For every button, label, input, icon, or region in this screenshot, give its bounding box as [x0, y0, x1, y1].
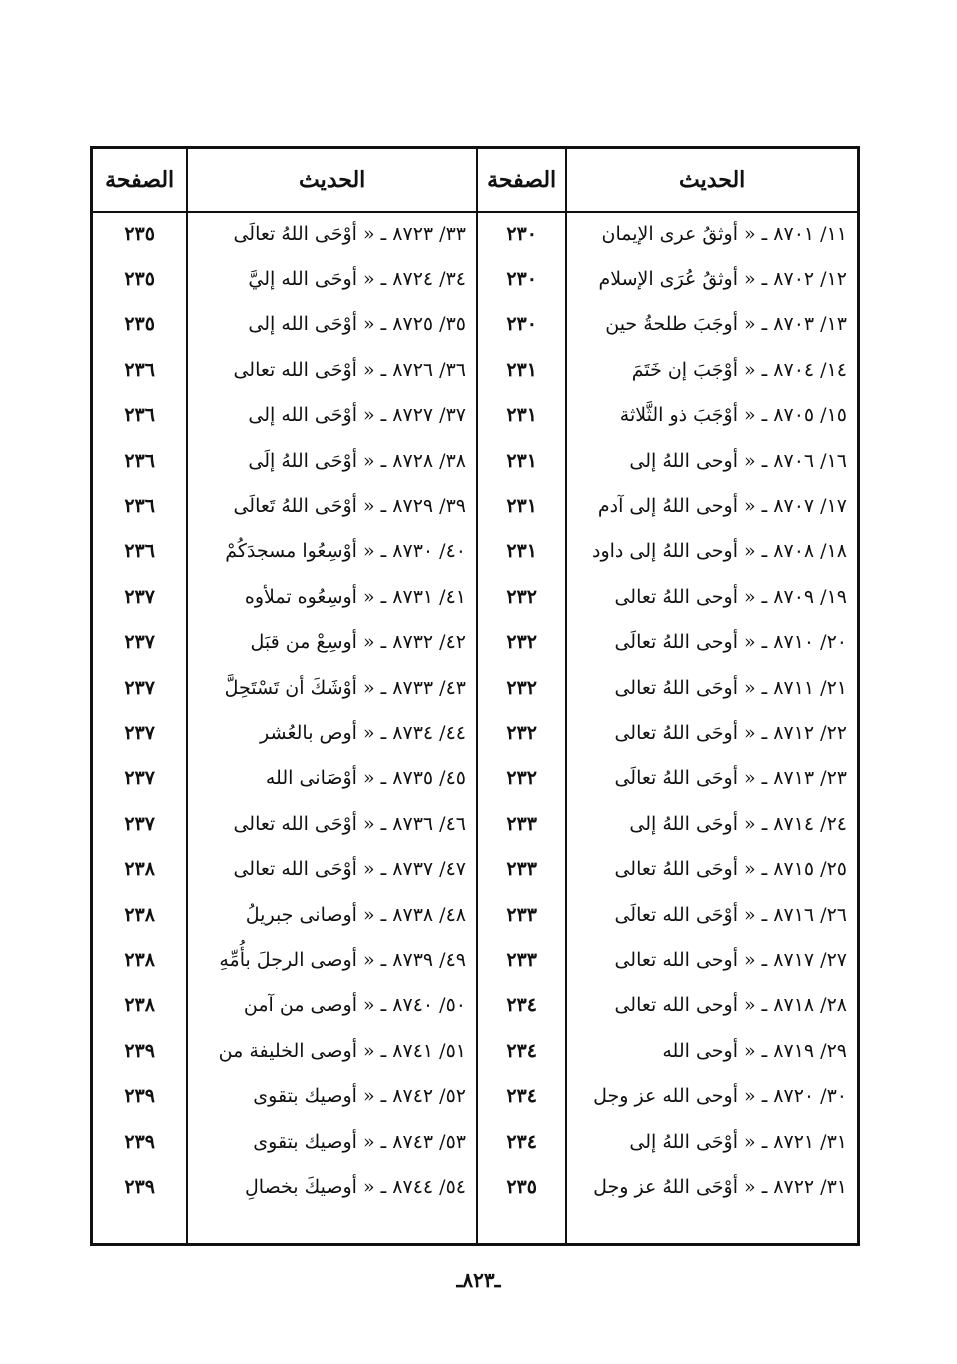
left-hadith-column	[186, 149, 476, 1243]
page-ref: ٢٣٥	[124, 313, 155, 336]
right-hadith-column	[565, 149, 857, 1243]
hadith-entry: ٥٣/ ٨٧٤٣ ـ « أوصيك بتقوى	[253, 1130, 466, 1153]
page-ref: ٢٣٤	[506, 1039, 537, 1062]
right-page-rows	[478, 211, 565, 1210]
page-ref: ٢٣٧	[124, 767, 155, 790]
page-ref: ٢٣٠	[506, 313, 537, 336]
page-ref: ٢٣٩	[124, 1130, 155, 1153]
hadith-entry: ٣٠/ ٨٧٢٠ ـ « أوحى الله عز وجل	[593, 1085, 847, 1108]
hadith-entry: ٣٨/ ٨٧٢٨ ـ « أوْحَى اللهُ إلَى	[248, 449, 466, 472]
hadith-entry: ٤٩/ ٨٧٣٩ ـ « أوصى الرجلَ بأُمِّهِ	[219, 948, 466, 971]
page-ref: ٢٣٩	[124, 1175, 155, 1198]
left-hadith-rows	[188, 211, 476, 1210]
hadith-entry: ٤٦/ ٨٧٣٦ ـ « أوْحَى الله تعالى	[233, 812, 466, 835]
page-ref: ٢٣٤	[506, 1085, 537, 1108]
left-page-rows	[93, 211, 186, 1210]
page-ref: ٢٣٣	[506, 858, 537, 881]
left-hadith-header: الحديث	[188, 149, 476, 213]
page-ref: ٢٣٥	[506, 1175, 537, 1198]
hadith-entry: ٢١/ ٨٧١١ ـ « أوحَى اللهُ تعالى	[614, 676, 847, 699]
hadith-entry: ١٥/ ٨٧٠٥ ـ « أوْجَبَ ذو الثَّلاثة	[619, 404, 847, 427]
page-ref: ٢٣١	[506, 540, 537, 563]
hadith-entry: ٥٤/ ٨٧٤٤ ـ « أوصيكَ بخصالِ	[244, 1175, 466, 1198]
page-ref: ٢٣١	[506, 358, 537, 381]
hadith-entry: ٣٩/ ٨٧٢٩ ـ « أوْحَى اللهُ تَعالَى	[233, 495, 466, 518]
page-ref: ٢٣٢	[506, 631, 537, 654]
hadith-entry: ٢٨/ ٨٧١٨ ـ « أوحى الله تعالى	[614, 994, 847, 1017]
hadith-entry: ٤٤/ ٨٧٣٤ ـ « أوص بالعُشر	[260, 721, 466, 744]
hadith-entry: ١٨/ ٨٧٠٨ ـ « أوحى اللهُ إلى داود	[592, 540, 847, 563]
index-grid	[93, 149, 857, 1243]
page-ref: ٢٣٢	[506, 767, 537, 790]
hadith-entry: ٥٠/ ٨٧٤٠ ـ « أوصى من آمن	[243, 994, 466, 1017]
hadith-entry: ٣٣/ ٨٧٢٣ ـ « أوْحَى اللهُ تعالَى	[233, 222, 466, 245]
index-table	[90, 146, 860, 1246]
page-ref: ٢٣٣	[506, 903, 537, 926]
right-hadith-header: الحديث	[567, 149, 857, 213]
page-ref: ٢٣٨	[124, 903, 155, 926]
hadith-entry: ٤١/ ٨٧٣١ ـ « أوسِعُوه تملأوه	[244, 585, 466, 608]
hadith-entry: ٢٩/ ٨٧١٩ ـ « أوحى الله	[662, 1039, 847, 1062]
page-ref: ٢٣٤	[506, 1130, 537, 1153]
hadith-entry: ١٧/ ٨٧٠٧ ـ « أوحى اللهُ إلى آدم	[597, 495, 847, 518]
hadith-entry: ٢٢/ ٨٧١٢ ـ « أوحَى اللهُ تعالى	[614, 721, 847, 744]
hadith-entry: ١٦/ ٨٧٠٦ ـ « أوحى اللهُ إلى	[629, 449, 847, 472]
hadith-entry: ٣٤/ ٨٧٢٤ ـ « أوحَى الله إليَّ	[248, 268, 466, 291]
hadith-entry: ٣١/ ٨٧٢٢ ـ « أوْحَى اللهُ عز وجل	[593, 1175, 847, 1198]
page-ref: ٢٣٧	[124, 585, 155, 608]
page-ref: ٢٣٠	[506, 268, 537, 291]
page-ref: ٢٣٣	[506, 948, 537, 971]
hadith-entry: ٢٣/ ٨٧١٣ ـ « أوحَى اللهُ تعالَى	[614, 767, 847, 790]
page-ref: ٢٣٦	[124, 540, 155, 563]
hadith-entry: ٣٦/ ٨٧٢٦ ـ « أوْحَى الله تعالى	[233, 358, 466, 381]
hadith-entry: ٥١/ ٨٧٤١ ـ « أوصى الخليفة من	[218, 1039, 466, 1062]
page-ref: ٢٣٠	[506, 222, 537, 245]
hadith-entry: ١٩/ ٨٧٠٩ ـ « أوحى اللهُ تعالى	[614, 585, 847, 608]
page-ref: ٢٣٦	[124, 495, 155, 518]
hadith-entry: ١١/ ٨٧٠١ ـ « أوثقُ عرى الإيمان	[601, 222, 847, 245]
page-ref: ٢٣٩	[124, 1085, 155, 1108]
page-ref: ٢٣١	[506, 495, 537, 518]
page-ref: ٢٣٧	[124, 631, 155, 654]
page-ref: ٢٣٤	[506, 994, 537, 1017]
page-ref: ٢٣٥	[124, 268, 155, 291]
hadith-entry: ٤٧/ ٨٧٣٧ ـ « أوْحَى الله تعالى	[233, 858, 466, 881]
page-ref: ٢٣٥	[124, 222, 155, 245]
hadith-entry: ٣٥/ ٨٧٢٥ ـ « أوْحَى الله إلى	[248, 313, 466, 336]
right-page-column	[476, 149, 565, 1243]
hadith-entry: ٢٤/ ٨٧١٤ ـ « أوحَى اللهُ إلى	[629, 812, 847, 835]
hadith-entry: ١٤/ ٨٧٠٤ ـ « أوْجَبَ إن خَتَمَ	[631, 358, 847, 381]
hadith-entry: ٥٢/ ٨٧٤٢ ـ « أوصيك بتقوى	[253, 1085, 466, 1108]
hadith-entry: ٤٣/ ٨٧٣٣ ـ « أوْشَكَ أن تَسْتَحِلَّ	[224, 676, 466, 699]
hadith-entry: ١٣/ ٨٧٠٣ ـ « أوجَبَ طلحةُ حين	[605, 313, 847, 336]
hadith-entry: ٢٥/ ٨٧١٥ ـ « أوحَى اللهُ تعالى	[614, 858, 847, 881]
hadith-entry: ٢٦/ ٨٧١٦ ـ « أوْحَى الله تعالَى	[614, 903, 847, 926]
page-ref: ٢٣٣	[506, 812, 537, 835]
page-ref: ٢٣٢	[506, 676, 537, 699]
page-ref: ٢٣٢	[506, 721, 537, 744]
page-ref: ٢٣٧	[124, 676, 155, 699]
page-ref: ٢٣٨	[124, 948, 155, 971]
hadith-entry: ٣٧/ ٨٧٢٧ ـ « أوْحَى الله إلى	[248, 404, 466, 427]
hadith-entry: ٤٨/ ٨٧٣٨ ـ « أوصانى جبريلُ	[245, 903, 466, 926]
left-page-header: الصفحة	[93, 149, 186, 213]
page-number: ـ٨٢٣ـ	[456, 1268, 501, 1292]
page-ref: ٢٣٩	[124, 1039, 155, 1062]
page-ref: ٢٣٢	[506, 585, 537, 608]
right-hadith-rows	[567, 211, 857, 1210]
left-page-column	[93, 149, 186, 1243]
page-ref: ٢٣٦	[124, 358, 155, 381]
hadith-entry: ٢٠/ ٨٧١٠ ـ « أوحى اللهُ تعالَى	[614, 631, 847, 654]
page-ref: ٢٣١	[506, 404, 537, 427]
page-ref: ٢٣٨	[124, 994, 155, 1017]
hadith-entry: ٢٧/ ٨٧١٧ ـ « أوحى الله تعالى	[614, 948, 847, 971]
hadith-entry: ٤٠/ ٨٧٣٠ ـ « أوْسِعُوا مسجدَكُمْ	[225, 540, 466, 563]
page-ref: ٢٣١	[506, 449, 537, 472]
hadith-entry: ٤٥/ ٨٧٣٥ ـ « أوْصَانى الله	[265, 767, 466, 790]
page-ref: ٢٣٧	[124, 812, 155, 835]
hadith-entry: ٣١/ ٨٧٢١ ـ « أوْحَى اللهُ إلى	[629, 1130, 847, 1153]
page-ref: ٢٣٧	[124, 721, 155, 744]
page-ref: ٢٣٨	[124, 858, 155, 881]
page-ref: ٢٣٦	[124, 449, 155, 472]
hadith-entry: ٤٢/ ٨٧٣٢ ـ « أوسِعْ من قبَل	[250, 631, 466, 654]
hadith-entry: ١٢/ ٨٧٠٢ ـ « أوثقُ عُرَى الإسلام	[598, 268, 847, 291]
page-ref: ٢٣٦	[124, 404, 155, 427]
right-page-header: الصفحة	[478, 149, 565, 213]
